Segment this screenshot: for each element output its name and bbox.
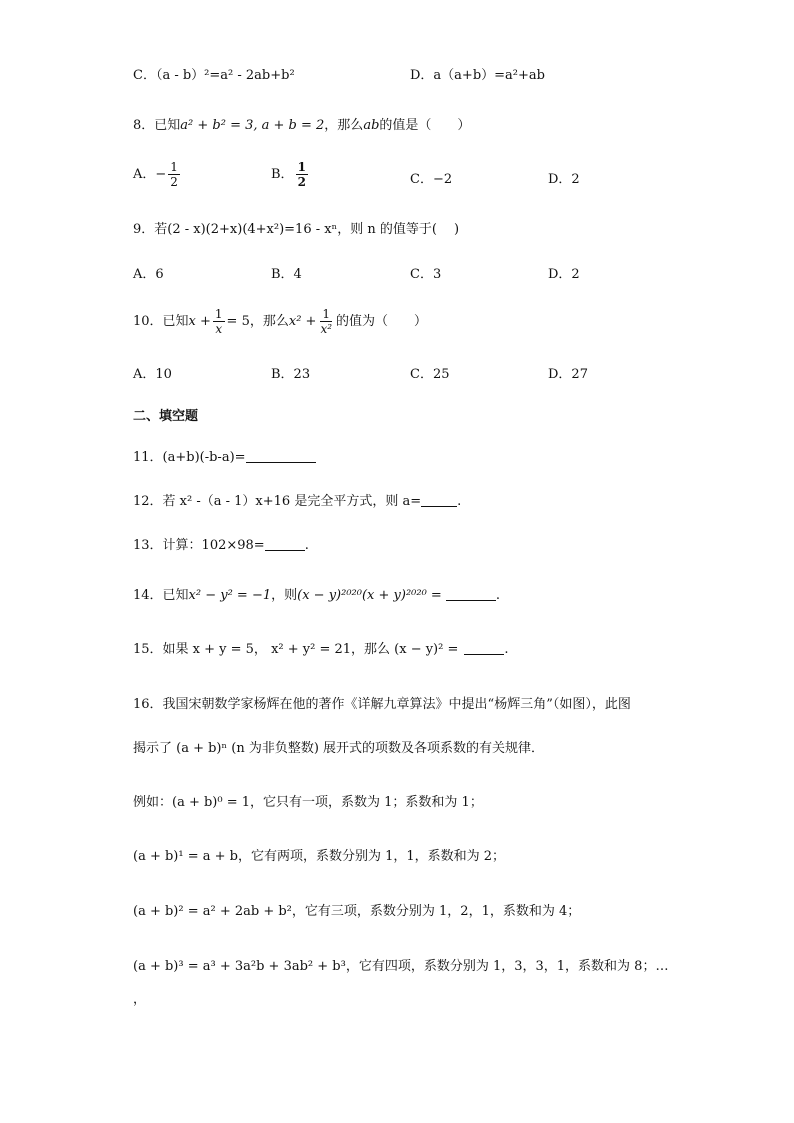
q16-line-7: ， bbox=[133, 992, 147, 1007]
q15-stem: 15．如果 x + y = 5， x² + y² = 21，那么 (x − y)² = . bbox=[133, 642, 509, 657]
q16-line-4: (a + b)¹ = a + b，它有两项，系数分别为 1，1，系数和为 2； bbox=[133, 849, 506, 864]
q13-stem: 13．计算：102×98= . bbox=[133, 538, 309, 553]
q16-line-3: 例如：(a + b)⁰ = 1，它只有一项，系数为 1；系数和为 1； bbox=[133, 795, 483, 810]
q9-stem: 9．若(2 - x)(2+x)(4+x²)=16 - xⁿ，则 n 的值等于( ) bbox=[133, 222, 460, 237]
q14-blank[interactable] bbox=[446, 588, 496, 601]
q16-line-2: 揭示了 (a + b)ⁿ (n 为非负整数) 展开式的项数及各项系数的有关规律． bbox=[133, 741, 545, 756]
q11-stem: 11．(a+b)(-b-a)= bbox=[133, 448, 316, 468]
q8-option-d: D．2 bbox=[548, 172, 580, 187]
q15-blank[interactable] bbox=[464, 642, 504, 655]
q14-stem: 14．已知x² − y² = −1，则(x − y)²⁰²⁰(x + y)²⁰²⁰ = . bbox=[133, 588, 500, 603]
q9-option-c: C．3 bbox=[410, 267, 442, 282]
q10-option-d: D．27 bbox=[548, 367, 588, 382]
q12-stem: 12．若 x² -（a - 1）x+16 是完全平方式，则 a= . bbox=[133, 494, 462, 509]
section-title: 二、填空题 bbox=[133, 409, 199, 424]
q8-stem: 8．已知a² + b² = 3, a + b = 2，那么ab的值是（ ） bbox=[133, 118, 471, 133]
q9-option-b: B．4 bbox=[271, 267, 302, 282]
q8-option-b: B． $\frac{1}{2}$ bbox=[271, 160, 306, 189]
q7-option-d: D．a（a+b）=a²+ab bbox=[410, 68, 545, 83]
q16-line-5: (a + b)² = a² + 2ab + b²，它有三项，系数分别为 1，2，1，系数和为 4； bbox=[133, 904, 581, 919]
q8-option-c: C．−2 bbox=[410, 172, 453, 187]
q10-option-a: A．10 bbox=[133, 367, 172, 382]
q12-blank[interactable] bbox=[421, 494, 457, 507]
q10-option-c: C．25 bbox=[410, 367, 450, 382]
q7-option-c: C．（a - b）²=a² - 2ab+b² bbox=[133, 68, 295, 83]
q13-blank[interactable] bbox=[265, 538, 305, 551]
q9-option-a: A．6 bbox=[133, 267, 164, 282]
q10-option-b: B．23 bbox=[271, 367, 311, 382]
q10-stem: 10．已知x + $\frac{1}{x}$ = 5，那么x² + $\frac{1}{\text{x²}}$ 的值为（ ） bbox=[133, 307, 428, 336]
q16-line-1: 16．我国宋朝数学家杨辉在他的著作《详解九章算法》中提出“杨辉三角”（如图），此图 bbox=[133, 697, 631, 712]
q11-blank[interactable] bbox=[246, 450, 316, 463]
q8-option-a: A．− $\frac{1}{2}$ bbox=[133, 160, 178, 189]
q16-line-6: (a + b)³ = a³ + 3a²b + 3ab² + b³，它有四项，系数分别为 1，3，3，1，系数和为 8；… bbox=[133, 959, 669, 974]
q9-option-d: D．2 bbox=[548, 267, 580, 282]
